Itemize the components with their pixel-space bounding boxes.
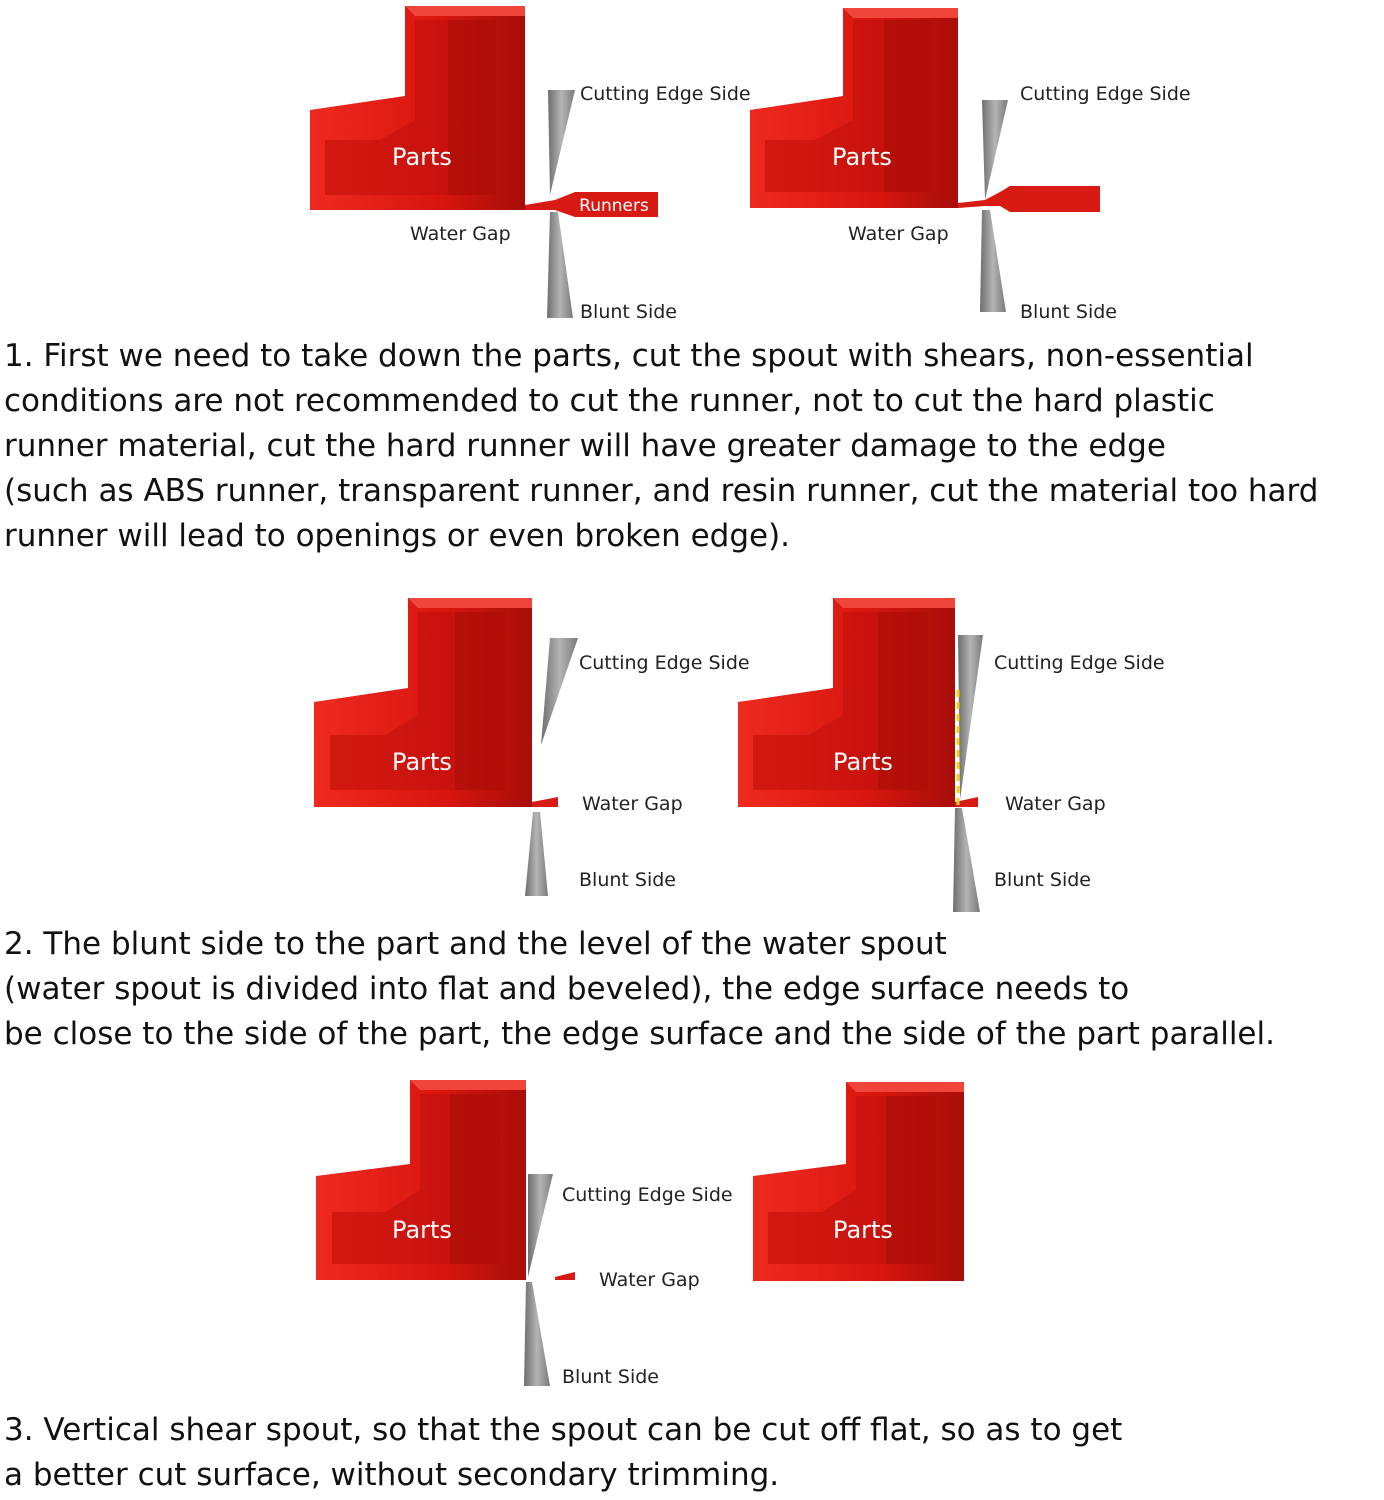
step-1-text: 1. First we need to take down the parts, cut the spout with shears, non-essential conditions are not recommended to cut the runner, not to cut the hard plastic runner material, cut the hard runner will have greater damage to the edge (such as ABS runner, transparent runner, and resin runner, cut the material too hard runner will lead to openings or even broken edge). <box>4 338 1319 554</box>
blunt-side-label: Blunt Side <box>562 1366 659 1388</box>
blunt-side-label: Blunt Side <box>580 301 677 323</box>
cutting-edge-label: Cutting Edge Side <box>580 83 751 105</box>
blade-cutting-left <box>528 1174 553 1277</box>
water-gap-label: Water Gap <box>848 223 949 245</box>
blade-cutting-right <box>958 635 983 800</box>
blade-blunt-right <box>953 808 980 912</box>
runners-label: Runners <box>579 196 649 216</box>
blade-blunt-right <box>980 210 1006 312</box>
blade-cutting-right <box>982 100 1008 200</box>
water-gap-left <box>532 797 558 807</box>
part-right <box>738 598 955 807</box>
cutting-edge-label: Cutting Edge Side <box>1020 83 1191 105</box>
cutting-edge-label: Cutting Edge Side <box>994 652 1165 674</box>
blunt-side-label: Blunt Side <box>579 869 676 891</box>
water-gap-piece <box>555 1272 575 1280</box>
water-gap-label: Water Gap <box>582 793 683 815</box>
blade-cutting-left <box>548 90 575 195</box>
parts-label: Parts <box>833 1216 893 1244</box>
cutting-edge-label: Cutting Edge Side <box>579 652 750 674</box>
runner-right <box>958 186 1100 212</box>
water-gap-label: Water Gap <box>1005 793 1106 815</box>
blade-blunt-left <box>547 212 573 318</box>
blade-cutting-left <box>541 638 578 745</box>
part-right <box>753 1082 964 1281</box>
parts-label: Parts <box>392 143 452 171</box>
part-left <box>314 598 532 807</box>
step-3-text: 3. Vertical shear spout, so that the spout can be cut off flat, so as to get a better cut surface, without secondary trimming. <box>4 1412 1123 1493</box>
diagram-step-3 <box>0 1072 1384 1402</box>
cutting-edge-label: Cutting Edge Side <box>562 1184 733 1206</box>
step-2-text: 2. The blunt side to the part and the level of the water spout (water spout is divided into flat and beveled), the edge surface needs to be close to the side of the part, the edge surface and the side of the part parallel. <box>4 926 1275 1052</box>
blade-blunt-left <box>525 812 548 896</box>
parts-label: Parts <box>392 748 452 776</box>
parts-label: Parts <box>833 748 893 776</box>
blade-blunt-left <box>524 1282 550 1386</box>
blunt-side-label: Blunt Side <box>1020 301 1117 323</box>
part-left <box>316 1080 526 1280</box>
part-left <box>310 6 525 210</box>
part-right <box>750 8 958 208</box>
parts-label: Parts <box>832 143 892 171</box>
water-gap-label: Water Gap <box>599 1269 700 1291</box>
water-gap-label: Water Gap <box>410 223 511 245</box>
runner-left <box>525 192 658 217</box>
diagram-step-1 <box>0 0 1384 330</box>
parts-label: Parts <box>392 1216 452 1244</box>
diagram-step-2 <box>0 590 1384 920</box>
blunt-side-label: Blunt Side <box>994 869 1091 891</box>
